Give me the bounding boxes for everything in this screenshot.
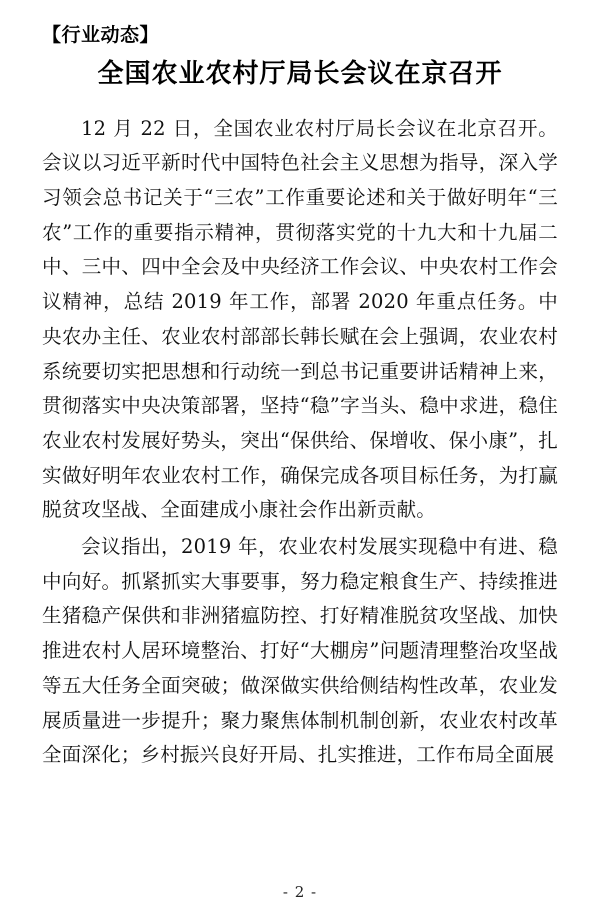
- page-number: - 2 -: [282, 883, 318, 901]
- paragraph: 12 月 22 日，全国农业农村厅局长会议在北京召开。会议以习近平新时代中国特色社会主义思想为指导，深入学习领会总书记关于“三农”工作重要论述和关于做好明年“三农”工作的重要指示精神，贯彻落实党的十九大和十九届二中、三中、四中全会及中央经济工作会议、中央农村工作会议精神，总结 2019 年工作，部署 2020 年重点任务。中央农办主任、农业农村部部长韩长赋在会上强调，农业农村系统要切实把思想和行动统一到总书记重要讲话精神上来，贯彻落实中央决策部署，坚持“稳”字当头、稳中求进，稳住农业农村发展好势头，突出“保供给、保增收、保小康”，扎实做好明年农业农村工作，确保完成各项目标任务，为打赢脱贫攻坚战、全面建成小康社会作出新贡献。: [42, 116, 558, 522]
- section-tag: 【行业动态】: [42, 24, 160, 46]
- page-title: 全国农业农村厅局长会议在京召开: [97, 58, 503, 89]
- article-body: [42, 112, 558, 773]
- paragraph: 会议指出，2019 年，农业农村发展实现稳中有进、稳中向好。抓紧抓实大事要事，努力稳定粮食生产、持续推进生猪稳产保供和非洲猪瘟防控、打好精准脱贫攻坚战、加快推进农村人居环境整治、打好“大棚房”问题清理整治攻坚战等五大任务全面突破；做深做实供给侧结构性改革，农业发展质量进一步提升；聚力聚焦体制机制创新，农业农村改革全面深化；乡村振兴良好开局、扎实推进，工作布局全面展: [42, 535, 558, 767]
